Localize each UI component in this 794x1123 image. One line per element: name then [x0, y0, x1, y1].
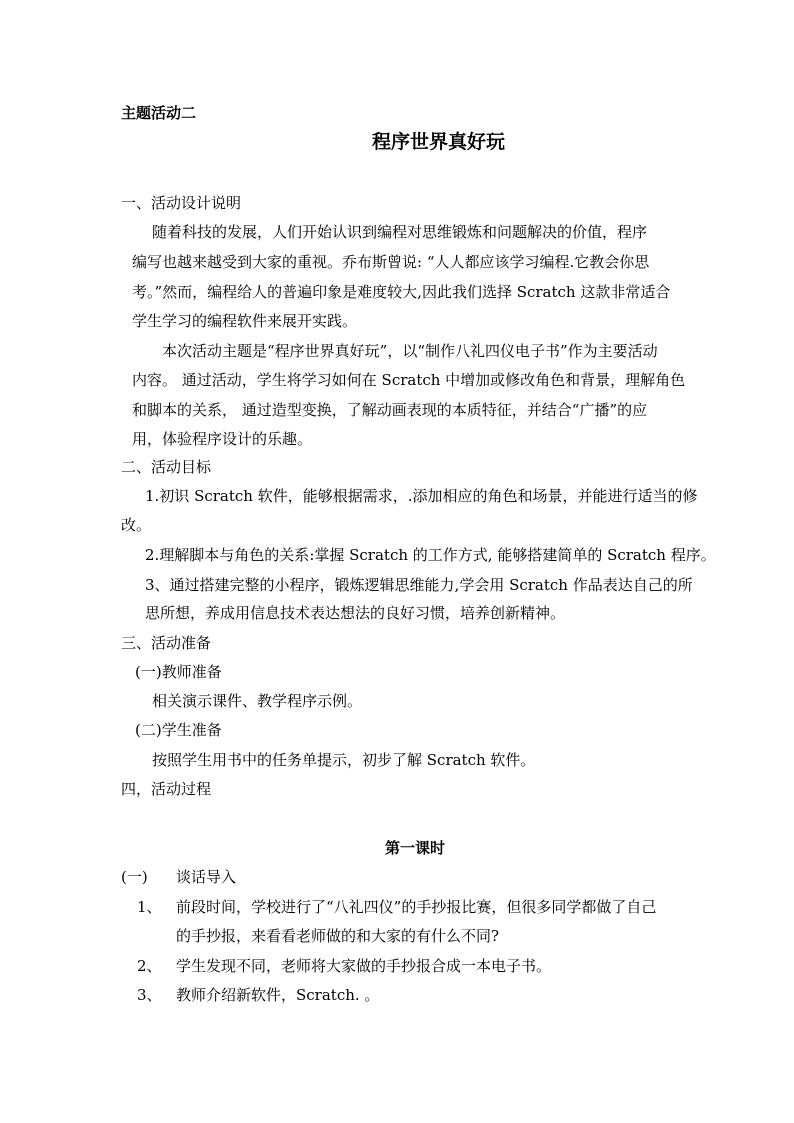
list-item-number: 3、	[137, 986, 162, 1004]
list-item-text: 教师介绍新软件，Scratch. 。	[176, 986, 380, 1004]
student-prep-text: 按照学生用书中的任务单提示，初步了解 Scratch 软件。	[152, 751, 536, 769]
section-label: 主题活动二	[121, 104, 197, 122]
paragraph-line: 和脚本的关系， 通过造型变换，了解动画表现的本质特征，并结合“广播”的应	[132, 401, 648, 419]
teacher-prep-heading: (一)教师准备	[135, 663, 222, 681]
paragraph-line: 本次活动主题是“程序世界真好玩”，以“制作八礼四仪电子书”作为主要活动	[162, 342, 658, 360]
teacher-prep-text: 相关演示课件、教学程序示例。	[152, 692, 363, 710]
goal-item-3: 3、通过搭建完整的小程序，锻炼逻辑思维能力,学会用 Scratch 作品表达自己的所	[145, 576, 693, 594]
list-item-number: 2、	[137, 957, 162, 975]
paragraph-line: 随着科技的发展，人们开始认识到编程对思维锻炼和问题解决的价值，程序	[152, 223, 648, 241]
paragraph-line: 内容。 通过活动，学生将学习如何在 Scratch 中增加或修改角色和背景，理解角色	[132, 371, 686, 389]
paragraph-line: 学生学习的编程软件来展开实践。	[132, 312, 358, 330]
list-item-text: 的手抄报，来看看老师做的和大家的有什么不同?	[176, 927, 500, 945]
student-prep-heading: (二)学生准备	[135, 721, 222, 739]
goal-item-1-cont: 改。	[121, 516, 152, 534]
section-heading-3: 三、活动准备	[121, 634, 212, 652]
goal-item-3-cont: 思所想，养成用信息技术表达想法的良好习惯，培养创新精神。	[145, 604, 566, 622]
list-item-text: 前段时间，学校进行了“八礼四仪”的手抄报比赛，但很多同学都做了自己	[176, 898, 657, 916]
goal-item-2: 2.理解脚本与角色的关系:掌握 Scratch 的工作方式, 能够搭建简单的 Scratch 程序。	[145, 546, 716, 564]
goal-item-1: 1.初识 Scratch 软件，能够根据需求，.添加相应的角色和场景，并能进行适当的修	[145, 487, 698, 505]
section-heading-1: 一、活动设计说明	[121, 194, 242, 212]
list-item-number: 1、	[137, 898, 162, 916]
subsection-heading: 谈话导入	[176, 868, 237, 886]
section-heading-4: 四，活动过程	[121, 780, 212, 798]
paragraph-line: 编写也越来越受到大家的重视。乔布斯曾说: “人人都应该学习编程.它教会你思	[132, 253, 650, 271]
paragraph-line: 考。”然而，编程给人的普遍印象是难度较大,因此我们选择 Scratch 这款非常适合	[132, 283, 671, 301]
section-heading-2: 二、活动目标	[121, 458, 212, 476]
document-title: 程序世界真好玩	[372, 131, 506, 153]
list-item-text: 学生发现不同，老师将大家做的手抄报合成一本电子书。	[176, 957, 552, 975]
lesson-title: 第一课时	[385, 839, 446, 857]
subsection-marker: (一)	[121, 868, 148, 886]
paragraph-line: 用，体验程序设计的乐趣。	[132, 430, 313, 448]
